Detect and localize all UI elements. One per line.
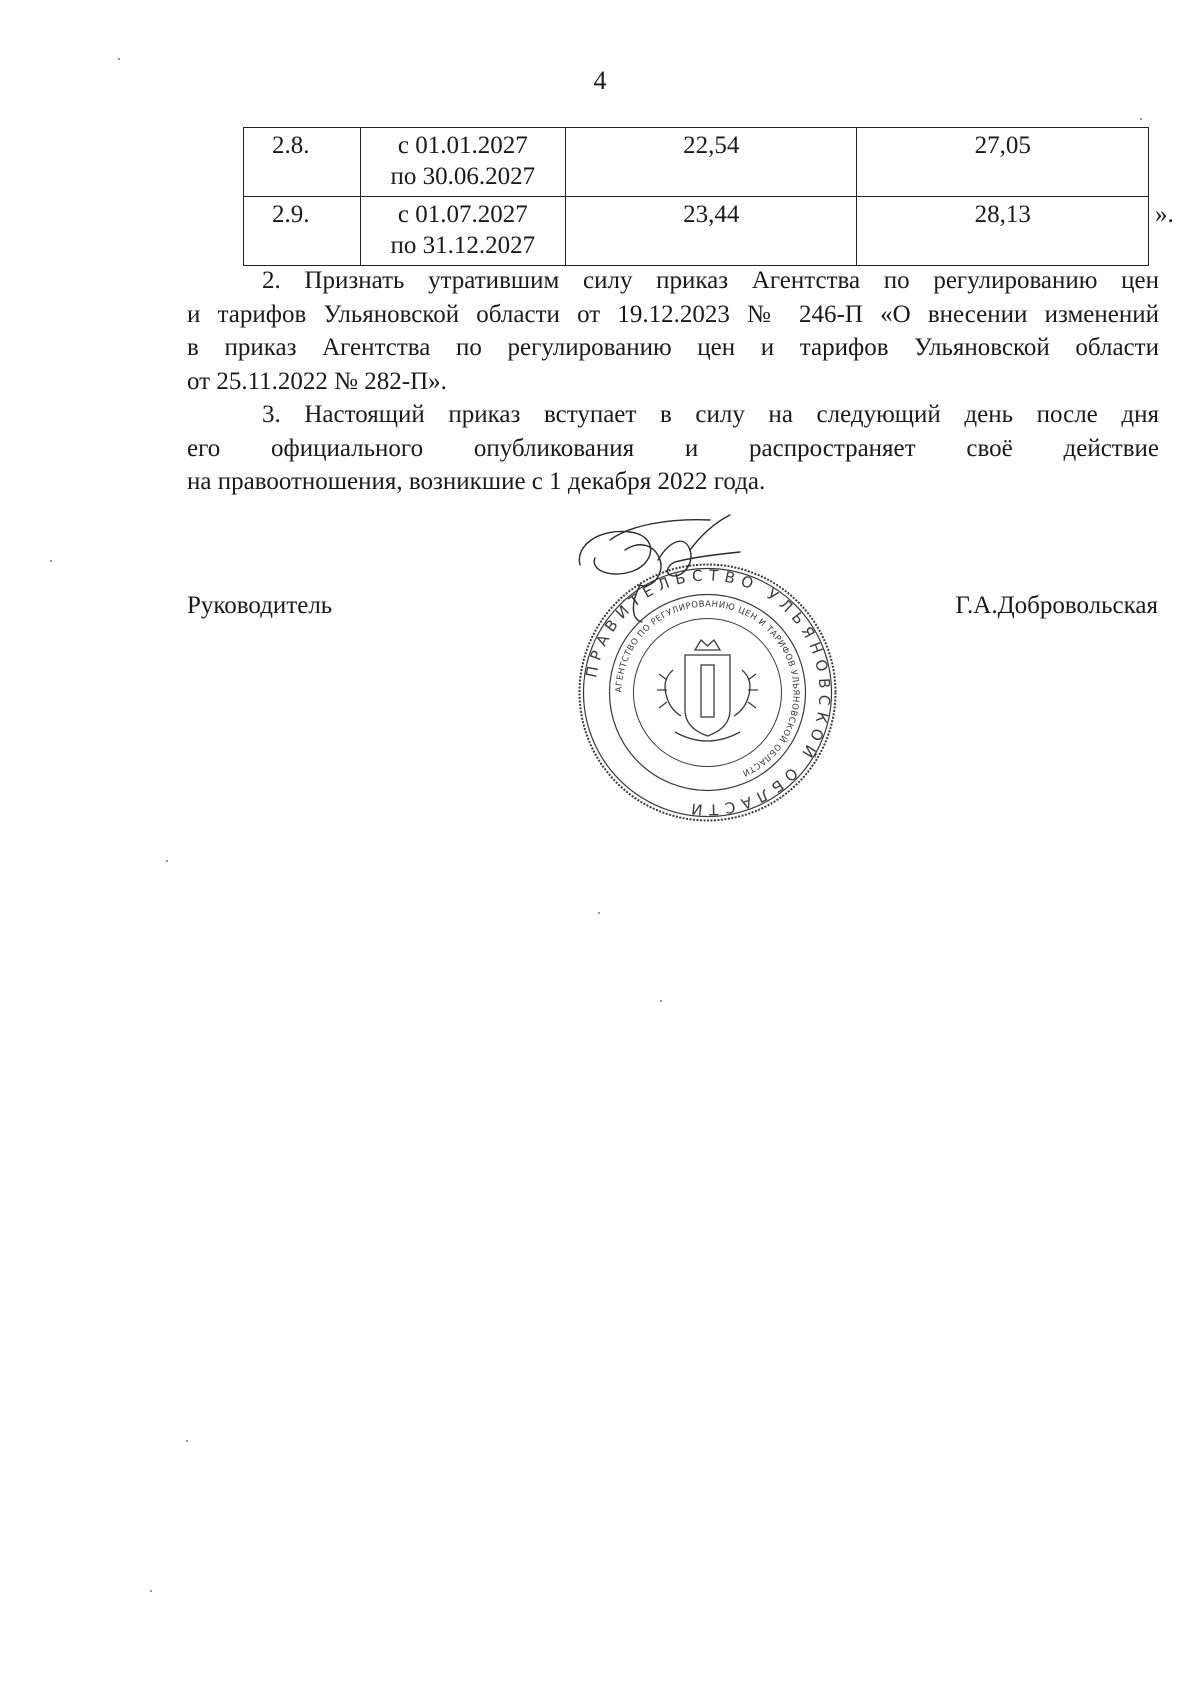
paragraph-line: и тарифов Ульяновской области от 19.12.2023 № 246-П «О внесении изменений — [187, 300, 1159, 328]
coat-of-arms-icon — [657, 640, 758, 741]
scan-speck — [50, 560, 52, 562]
paragraph-line: его официального опубликования и распространяет своё действие — [187, 434, 1159, 462]
handwritten-signature — [570, 510, 770, 630]
table-row — [244, 128, 1149, 197]
paragraph-2 — [187, 264, 1159, 398]
row-value-2: 27,05 — [857, 128, 1149, 197]
period-to: по 31.12.2027 — [390, 232, 536, 259]
paragraph-line: 3. Настоящий приказ вступает в силу на следующий день после дня — [262, 401, 1159, 428]
paragraph-line: от 25.11.2022 № 282-П». — [187, 367, 447, 395]
scan-speck — [150, 1590, 152, 1592]
period-from: с 01.01.2027 — [397, 132, 528, 159]
table-row — [244, 197, 1149, 266]
paragraph-line: 2. Признать утратившим силу приказ Агентства по регулированию цен — [262, 267, 1159, 294]
period-to: по 30.06.2027 — [390, 163, 536, 190]
scan-speck — [166, 860, 168, 862]
paragraph-3 — [187, 398, 1159, 499]
seal-inner-text: АГЕНТСТВО ПО РЕГУЛИРОВАНИЮ ЦЕН И ТАРИФОВ УЛЬЯНОВСКОЙ ОБЛАСТИ — [614, 599, 801, 778]
row-period — [360, 197, 565, 266]
scan-speck — [598, 912, 600, 914]
scan-speck — [118, 58, 120, 60]
scan-speck — [1140, 118, 1142, 120]
scan-speck — [186, 1440, 188, 1442]
closing-quote: ». — [1155, 201, 1174, 228]
row-value-1: 22,54 — [566, 128, 857, 197]
page-number: 4 — [593, 66, 607, 95]
signatory-name: Г.А.Добровольская — [955, 592, 1158, 619]
period-from: с 01.07.2027 — [397, 201, 528, 228]
row-value-1: 23,44 — [566, 197, 857, 266]
row-value-2: 28,13 — [857, 197, 1149, 266]
row-period — [360, 128, 565, 197]
scan-speck — [660, 1000, 662, 1002]
paragraph-line: в приказ Агентства по регулированию цен и тарифов Ульяновской области — [187, 334, 1159, 361]
row-number: 2.8. — [244, 128, 361, 197]
paragraph-line: на правоотношения, возникшие с 1 декабря 2022 года. — [187, 468, 766, 495]
signatory-role: Руководитель — [187, 592, 333, 619]
row-number: 2.9. — [244, 197, 361, 266]
tariff-table — [243, 127, 1149, 266]
seal-outer-text: ПРАВИТЕЛЬСТВО УЛЬЯНОВСКОЙ ОБЛАСТИ — [582, 566, 834, 819]
